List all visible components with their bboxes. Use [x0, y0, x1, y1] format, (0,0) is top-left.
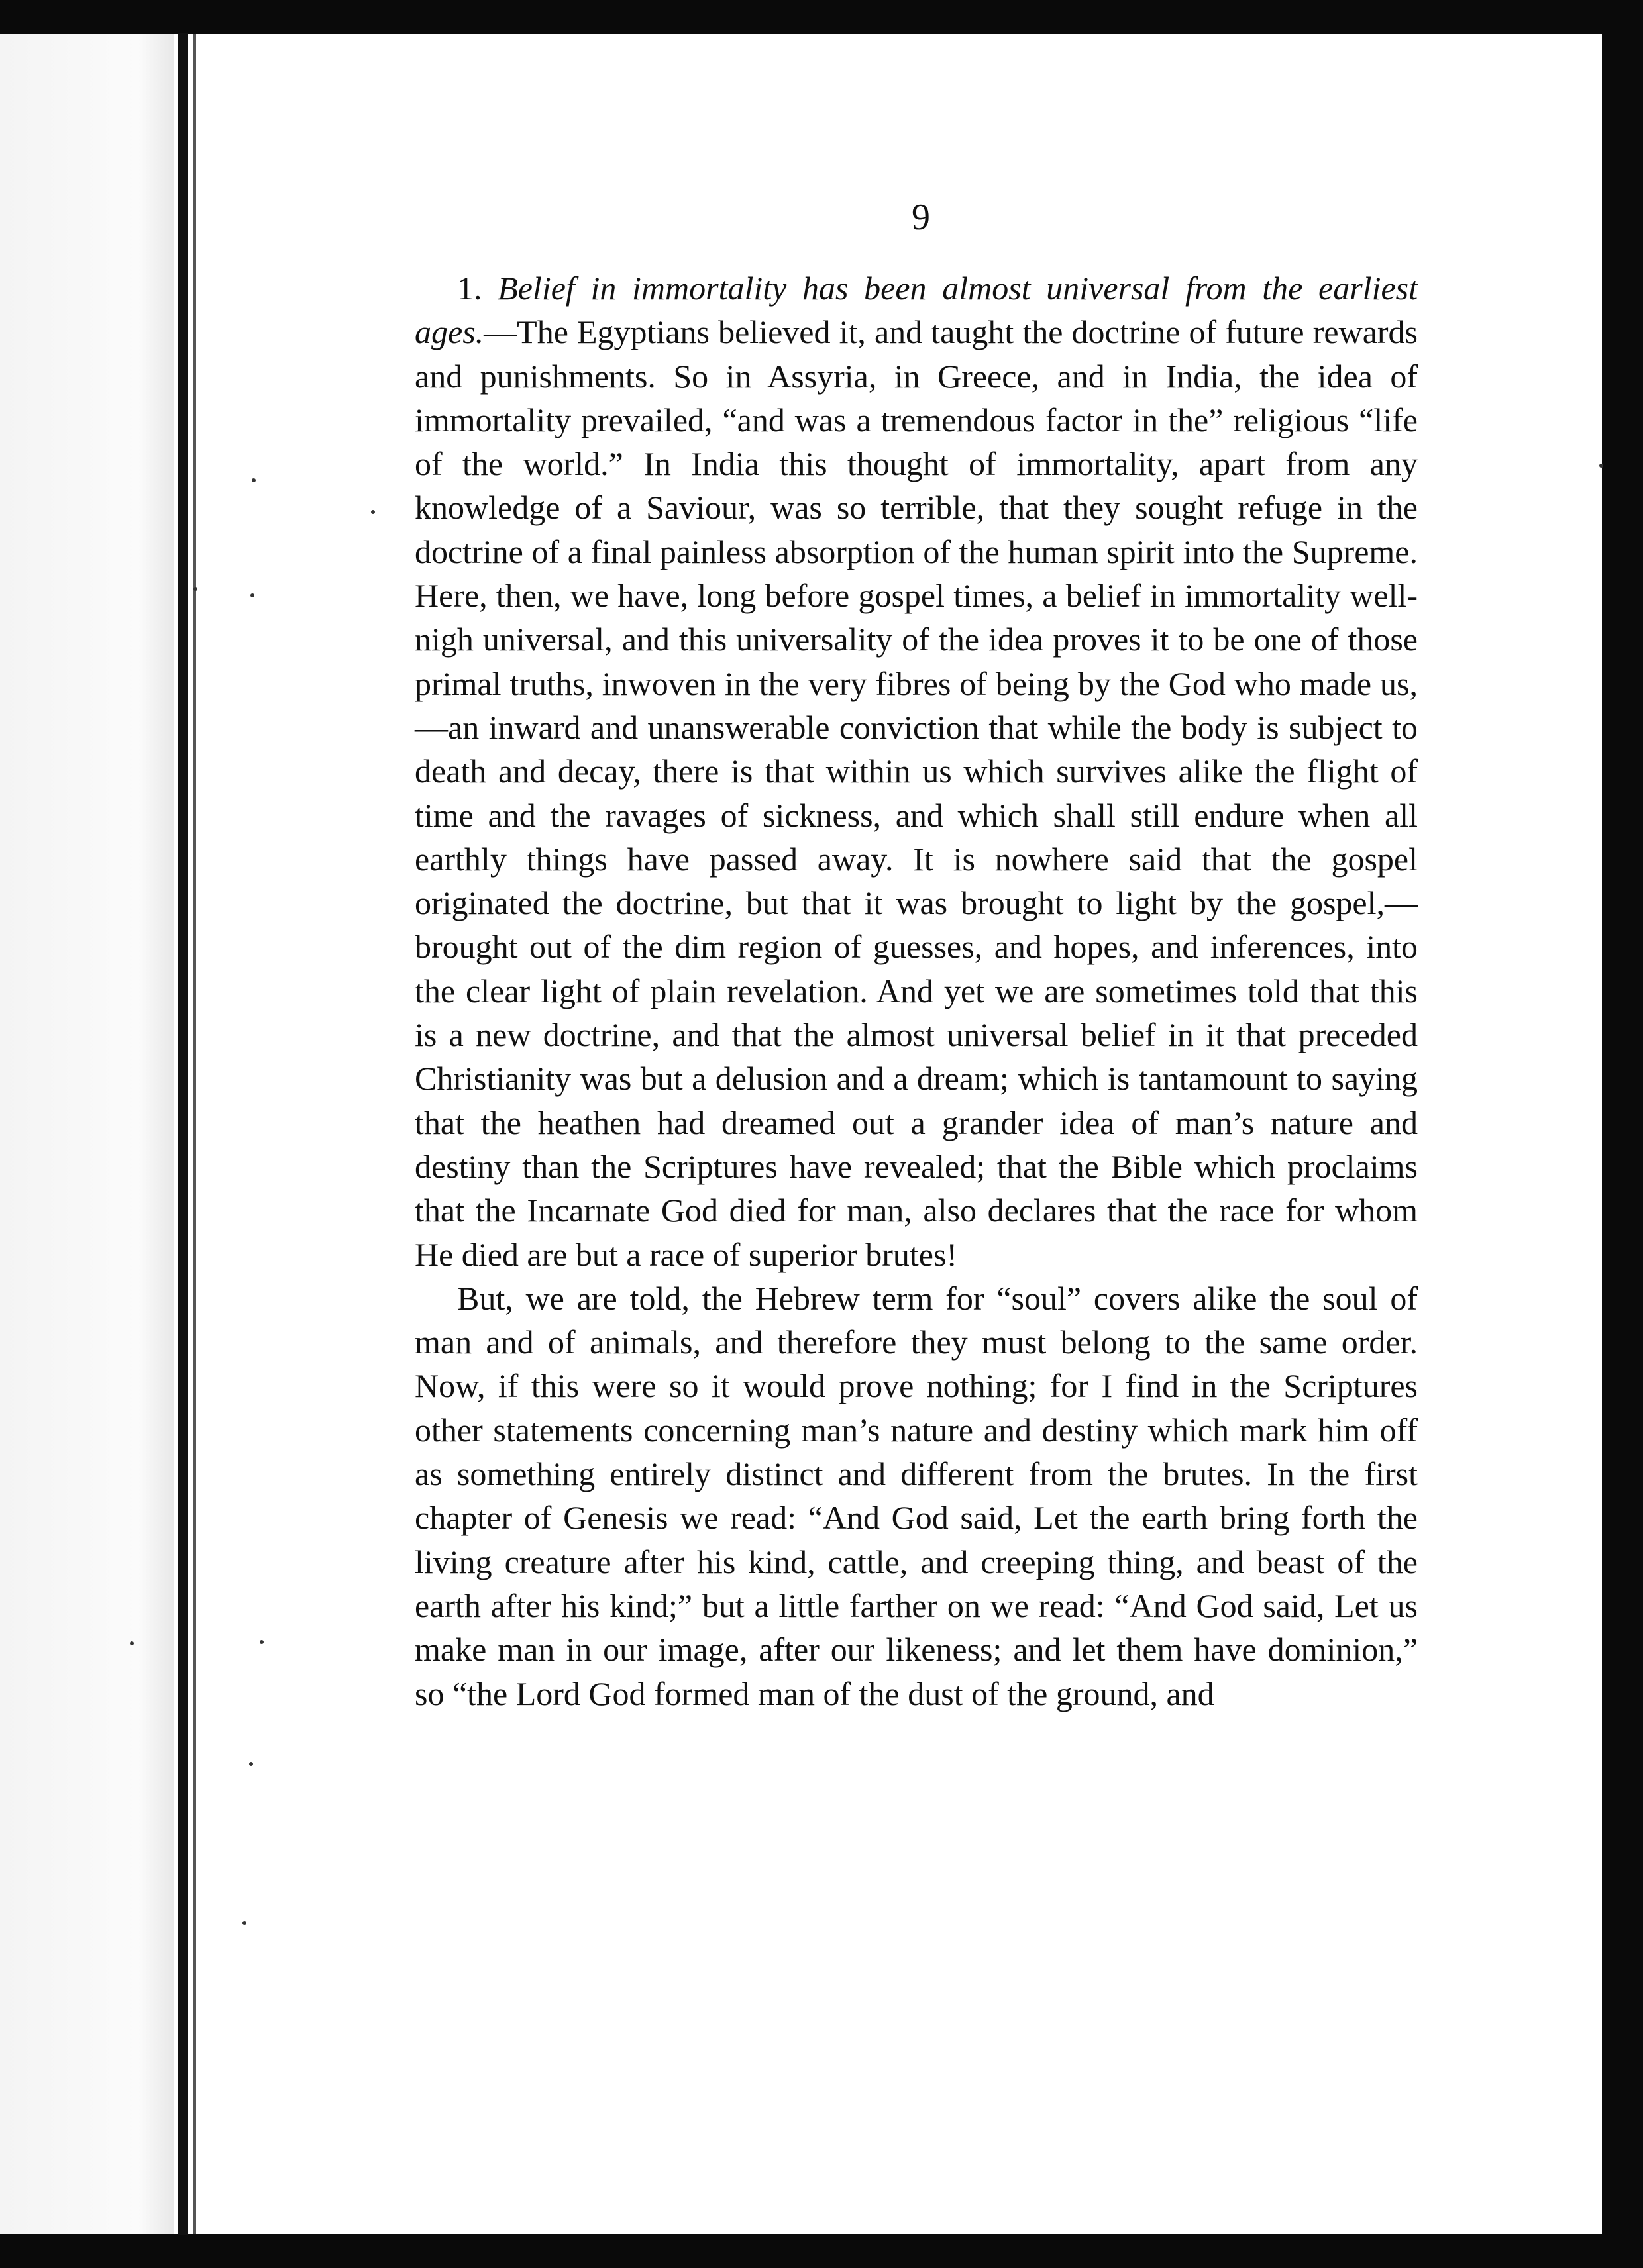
scan-speck [260, 1640, 264, 1644]
paragraph-text: —The Egyptians believed it, and taught the doctrine of future rewards and punishments. So in Assyria, in Greece, and in India, the idea of immortality prevailed, “and was a tremendous factor in the” religious “life of the world.” In India this thought of immortality, apart from any knowledge of a Saviour, was so terrible, that they sought refuge in the doctrine of a final painless absorption of the human spirit into the Supreme. Here, then, we have, long before gospel times, a belief in immortality well-nigh universal, and this universality of the idea proves it to be one of those primal truths, inwoven in the very fibres of being by the God who made us,—an inward and unanswerable conviction that while the body is subject to death and decay, there is that within us which survives alike the flight of time and the ravages of sickness, and which shall still endure when all earthly things have passed away. It is nowhere said that the gospel originated the doctrine, but that it was brought to light by the gospel,—brought out of the dim region of guesses, and hopes, and inferences, into the clear light of plain revelation. And yet we are sometimes told that this is a new doctrine, and that the almost universal belief in it that preceded Christianity was but a delusion and a dream; which is tantamount to saying that the heathen had dreamed out a grander idea of man’s nature and destiny than the Scriptures have revealed; that the Bible which proclaims that the Incarnate God died for man, also declares that the race for whom He died are but a race of superior brutes! [415, 313, 1418, 1273]
body-text [415, 266, 1418, 1716]
scan-speck [1599, 464, 1603, 468]
scan-border-right [1602, 0, 1643, 2268]
paragraph-immortality [415, 266, 1418, 1276]
scan-border-top [0, 0, 1643, 34]
paragraph-hebrew-soul [415, 1276, 1418, 1716]
facing-page-margin [0, 34, 174, 2234]
scan-border-bottom [0, 2234, 1643, 2268]
paragraph-text: But, we are told, the Hebrew term for “soul” covers alike the soul of man and of animals, and therefore they must belong to the same order. Now, if this were so it would prove nothing; for I find in the Scriptures other statements concerning man’s nature and destiny which mark him off as something entirely distinct and different from the brutes. In the first chapter of Genesis we read: “And God said, Let the earth bring forth the living creature after his kind, cattle, and creeping thing, and beast of the earth after his kind;” but a little farther on we read: “And God said, Let us make man in our image, after our likeness; and let them have dominion,” so “the Lord God formed man of the dust of the ground, and [415, 1279, 1418, 1712]
section-number: 1. [457, 270, 482, 307]
page-number: 9 [912, 197, 930, 238]
section-heading: Belief in immortality has been almost universal from the earliest ages. [415, 270, 1418, 351]
scan-speck [242, 1921, 246, 1925]
binding-gutter-edge [193, 34, 196, 2234]
scan-speck [252, 478, 256, 482]
scan-speck [250, 593, 254, 597]
scan-speck [193, 587, 197, 591]
scan-speck [130, 1641, 134, 1645]
binding-gutter [178, 33, 188, 2235]
scan-speck [249, 1762, 253, 1766]
scan-speck [371, 510, 375, 514]
